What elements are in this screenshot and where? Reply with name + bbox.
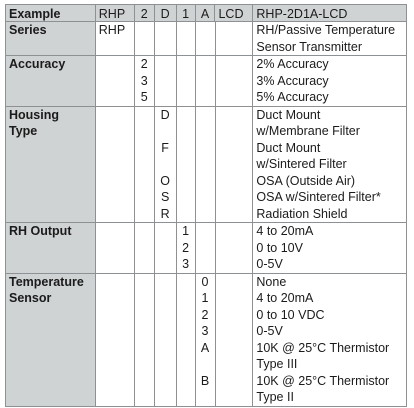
example-model-number: RHP-2D1A-LCD <box>253 5 407 22</box>
example-code-housing: D <box>155 5 177 22</box>
accuracy-descriptions <box>253 56 407 106</box>
housing-desc: OSA w/Sintered Filter* <box>256 190 381 204</box>
temperature-label <box>6 274 96 406</box>
example-code-display: LCD <box>215 5 253 22</box>
temperature-code: 3 <box>201 324 209 338</box>
housing-code <box>155 156 176 173</box>
table-header-row <box>5 4 407 22</box>
series-code: RHP <box>98 23 126 37</box>
housing-desc: Duct Mount <box>256 140 321 155</box>
housing-descriptions <box>253 107 407 223</box>
temperature-code <box>196 389 215 406</box>
housing-section <box>5 107 407 224</box>
housing-desc: Radiation Shield <box>256 206 348 221</box>
temperature-code: 1 <box>201 291 209 305</box>
temperature-code: 2 <box>201 307 209 322</box>
housing-label-line: Housing <box>9 107 59 122</box>
example-code-rh-output: 1 <box>177 5 196 22</box>
example-code-series: RHP <box>96 5 135 22</box>
rh-output-label <box>6 223 96 273</box>
temperature-desc: 0-5V <box>256 324 283 338</box>
model-configuration-table <box>5 4 407 407</box>
rh-output-desc: 0-5V <box>256 257 283 271</box>
series-desc-line: Sensor Transmitter <box>256 39 362 54</box>
series-code-column <box>96 22 135 55</box>
housing-code: F <box>161 140 169 155</box>
series-description <box>253 22 407 55</box>
temperature-descriptions <box>253 274 407 406</box>
housing-codes <box>155 107 177 223</box>
temperature-desc: None <box>256 274 287 289</box>
temperature-label-line: Sensor <box>9 291 52 305</box>
housing-code: S <box>160 190 170 204</box>
temperature-desc: 4 to 20mA <box>256 291 314 305</box>
rh-output-code: 1 <box>182 224 190 238</box>
accuracy-desc: 2% Accuracy <box>256 57 329 71</box>
accuracy-codes <box>135 56 155 106</box>
temperature-code: A <box>200 340 210 355</box>
housing-code: R <box>160 206 170 221</box>
temperature-code <box>196 356 215 373</box>
accuracy-desc: 3% Accuracy <box>256 73 329 88</box>
temperature-code: 0 <box>201 274 209 289</box>
rh-output-codes <box>177 223 196 273</box>
rh-output-descriptions <box>253 223 407 273</box>
housing-code: D <box>160 107 170 122</box>
rh-output-label-text: RH Output <box>9 224 72 238</box>
housing-desc: OSA (Outside Air) <box>256 173 356 188</box>
temperature-section <box>5 274 407 407</box>
series-desc-line: RH/Passive Temperature <box>256 23 396 37</box>
accuracy-code: 3 <box>140 73 148 88</box>
accuracy-desc: 5% Accuracy <box>256 90 329 104</box>
accuracy-label <box>6 56 96 106</box>
temperature-desc: 10K @ 25°C Thermistor <box>256 340 390 355</box>
temperature-desc: 10K @ 25°C Thermistor <box>256 373 390 388</box>
rh-output-desc: 4 to 20mA <box>256 224 314 238</box>
rh-output-section <box>5 223 407 274</box>
example-code-temperature: A <box>196 5 216 22</box>
housing-code <box>155 123 176 140</box>
housing-desc: w/Membrane Filter <box>256 124 360 138</box>
series-section <box>5 22 407 56</box>
series-label-text: Series <box>9 23 47 37</box>
example-code-accuracy: 2 <box>135 5 155 22</box>
temperature-desc: Type II <box>256 390 294 404</box>
temperature-code: B <box>200 373 210 388</box>
example-label: Example <box>6 5 96 22</box>
temperature-label-line: Temperature <box>9 274 84 289</box>
housing-desc: w/Sintered Filter <box>256 157 347 171</box>
housing-desc: Duct Mount <box>256 107 321 122</box>
rh-output-code: 2 <box>182 240 190 255</box>
accuracy-code: 5 <box>140 90 148 104</box>
housing-label-line: Type <box>9 124 38 138</box>
temperature-desc: 0 to 10 VDC <box>256 307 325 322</box>
rh-output-desc: 0 to 10V <box>256 240 303 255</box>
housing-label <box>6 107 96 223</box>
temperature-codes <box>196 274 216 406</box>
temperature-desc: Type III <box>256 357 298 371</box>
accuracy-section <box>5 56 407 107</box>
rh-output-code: 3 <box>182 257 190 271</box>
accuracy-label-text: Accuracy <box>9 57 66 71</box>
accuracy-code: 2 <box>140 57 148 71</box>
series-label <box>6 22 96 55</box>
housing-code: O <box>160 173 170 188</box>
